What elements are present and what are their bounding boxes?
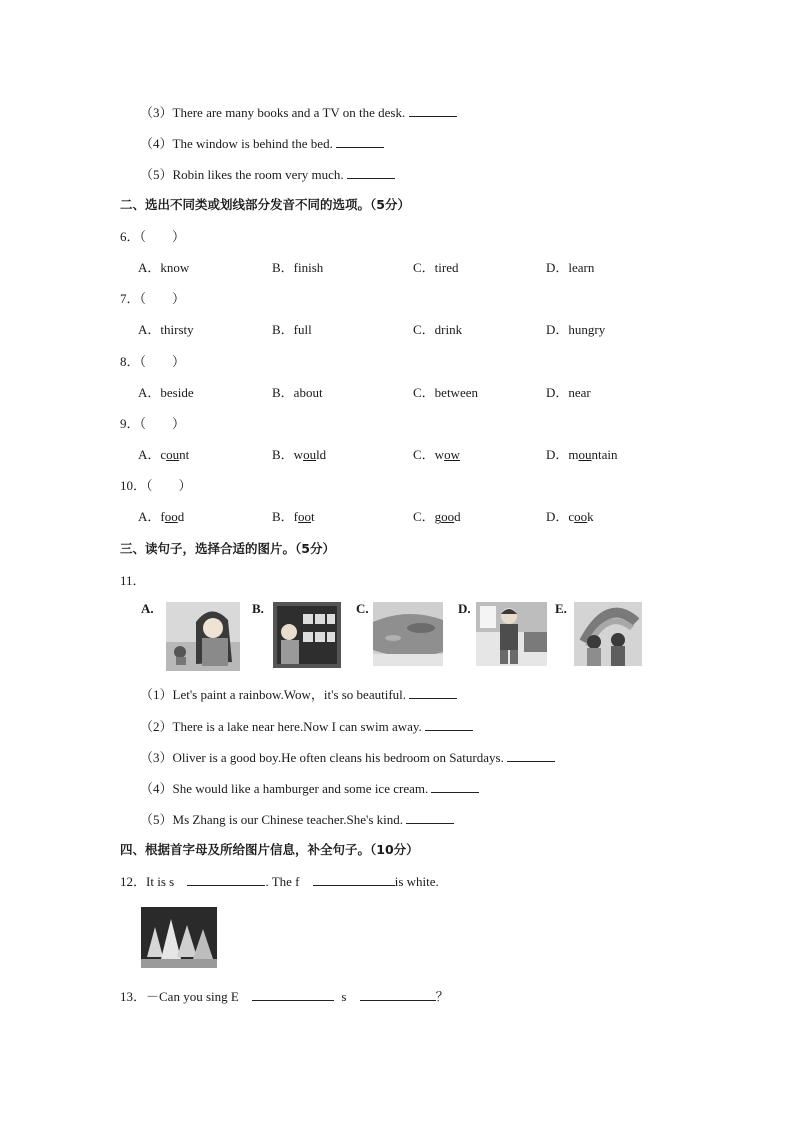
option-b[interactable]: B．full	[272, 322, 312, 337]
option-b[interactable]: B．finish	[272, 260, 324, 275]
answer-blank[interactable]	[406, 811, 454, 824]
picture-d-boy-cleaning[interactable]	[476, 602, 547, 666]
pic-label-c: C.	[356, 601, 369, 616]
s3-item-4: （4）She would like a hamburger and some ice cream.	[140, 780, 479, 797]
picture-e-rainbow-painting[interactable]	[574, 602, 642, 666]
answer-blank[interactable]	[313, 873, 395, 886]
picture-a-girl-eating[interactable]	[166, 602, 240, 671]
s3-item-5: （5）Ms Zhang is our Chinese teacher.She's kind.	[140, 811, 454, 828]
answer-blank[interactable]	[347, 166, 395, 179]
answer-paren[interactable]: （ ）	[146, 478, 192, 493]
part1-item-3: （3）There are many books and a TV on the desk.	[140, 104, 457, 121]
s3-item-3: （3）Oliver is a good boy.He often cleans his bedroom on Saturdays.	[140, 749, 555, 766]
option-c[interactable]: C．good	[413, 509, 461, 524]
part1-item-4: （4）The window is behind the bed.	[140, 135, 384, 152]
section3-heading: 三、读句子，选择合适的图片。（5分）	[120, 541, 335, 556]
option-a[interactable]: A．food	[138, 509, 185, 524]
question-11-number: 11．	[120, 573, 146, 588]
question-10: 10．（ ）	[120, 478, 192, 493]
answer-blank[interactable]	[360, 988, 436, 1001]
s3-item-1: （1）Let's paint a rainbow.Wow，it's so beautiful.	[140, 686, 457, 703]
option-d[interactable]: D．hungry	[546, 322, 606, 337]
option-a[interactable]: A．know	[138, 260, 190, 275]
answer-blank[interactable]	[409, 104, 457, 117]
option-c[interactable]: C．tired	[413, 260, 459, 275]
question-13: 13．－Can you sing E s ？	[120, 989, 449, 1004]
s3-item-2: （2）There is a lake near here.Now I can swim away.	[140, 718, 473, 735]
option-c[interactable]: C．wow	[413, 447, 460, 462]
answer-blank[interactable]	[336, 135, 384, 148]
answer-paren[interactable]: （ ）	[139, 229, 186, 244]
answer-paren[interactable]: （ ）	[139, 354, 186, 369]
answer-blank[interactable]	[431, 780, 479, 793]
question-6: 6．（ ）	[120, 229, 186, 244]
picture-snowy-trees	[141, 907, 217, 968]
pic-label-a: A.	[141, 601, 154, 616]
question-8: 8．（ ）	[120, 354, 186, 369]
option-c[interactable]: C．drink	[413, 322, 463, 337]
option-b[interactable]: B．about	[272, 385, 323, 400]
section4-heading: 四、根据首字母及所给图片信息，补全句子。（10分）	[120, 842, 419, 857]
pic-label-b: B.	[252, 601, 264, 616]
question-9: 9．（ ）	[120, 416, 186, 431]
option-b[interactable]: B．foot	[272, 509, 315, 524]
pic-label-d: D.	[458, 601, 471, 616]
option-a[interactable]: A．count	[138, 447, 190, 462]
answer-blank[interactable]	[409, 686, 457, 699]
question-7: 7．（ ）	[120, 291, 186, 306]
option-c[interactable]: C．between	[413, 385, 478, 400]
answer-blank[interactable]	[425, 718, 473, 731]
question-12: 12．It is s . The f is white.	[120, 874, 439, 889]
answer-blank[interactable]	[507, 749, 555, 762]
option-a[interactable]: A．beside	[138, 385, 194, 400]
answer-paren[interactable]: （ ）	[139, 416, 186, 431]
option-d[interactable]: D．learn	[546, 260, 595, 275]
answer-blank[interactable]	[187, 873, 265, 886]
option-d[interactable]: D．cook	[546, 509, 594, 524]
answer-blank[interactable]	[252, 988, 334, 1001]
pic-label-e: E.	[555, 601, 567, 616]
section2-heading: 二、选出不同类或划线部分发音不同的选项。（5分）	[120, 197, 410, 212]
option-d[interactable]: D．mountain	[546, 447, 618, 462]
option-d[interactable]: D．near	[546, 385, 591, 400]
picture-c-lake[interactable]	[373, 602, 443, 666]
part1-item-5: （5）Robin likes the room very much.	[140, 166, 395, 183]
option-b[interactable]: B．would	[272, 447, 327, 462]
picture-b-teacher-board[interactable]	[273, 602, 341, 668]
answer-paren[interactable]: （ ）	[139, 291, 186, 306]
option-a[interactable]: A．thirsty	[138, 322, 194, 337]
